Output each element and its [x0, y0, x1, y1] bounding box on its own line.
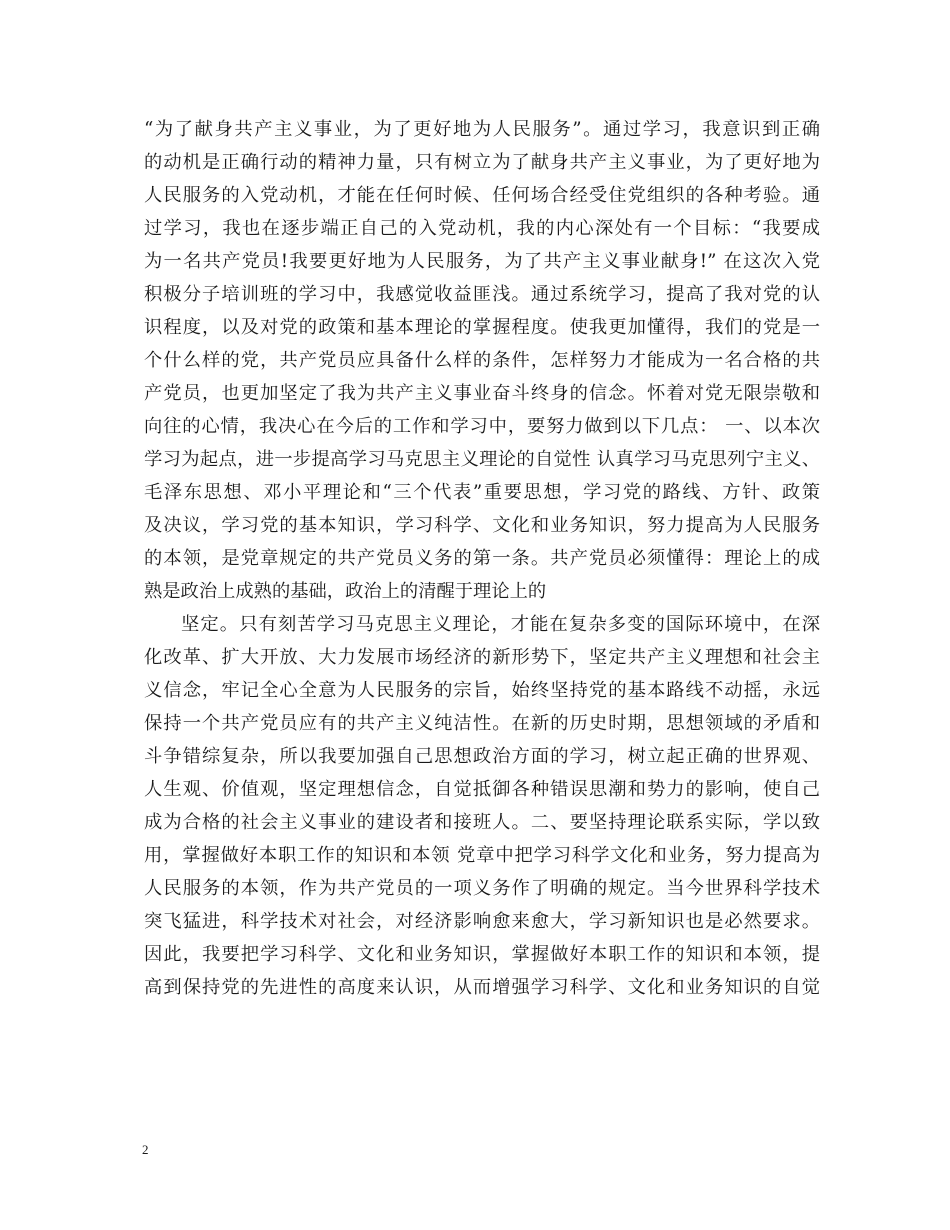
text-line: 突飞猛进，科学技术对社会，对经济影响愈来愈大，学习新知识也是必然要求。 [144, 911, 820, 932]
page-number: 2 [142, 1142, 149, 1157]
text-line: 义信念，牢记全心全意为人民服务的宗旨，始终坚持党的基本路线不动摇，永远 [144, 680, 820, 701]
text-line: 化改革、扩大开放、大力发展市场经济的新形势下，坚定共产主义理想和社会主 [144, 647, 820, 668]
text-line: 积极分子培训班的学习中，我感觉收益匪浅。通过系统学习，提高了我对党的认 [144, 284, 820, 305]
text-line: 斗争错综复杂，所以我要加强自己思想政治方面的学习，树立起正确的世界观、 [144, 746, 820, 767]
text-line: 过学习，我也在逐步端正自己的入党动机，我的内心深处有一个目标：“我要成 [144, 218, 820, 239]
text-line: 学习为起点，进一步提高学习马克思主义理论的自觉性 认真学习马克思列宁主义、 [144, 449, 820, 470]
text-line: 成为合格的社会主义事业的建设者和接班人。二、要坚持理论联系实际，学以致 [144, 812, 820, 833]
text-line: 坚定。只有刻苦学习马克思主义理论，才能在复杂多变的国际环境中，在深 [181, 614, 820, 635]
body-text [144, 113, 820, 1004]
text-line: 的本领，是党章规定的共产党员义务的第一条。共产党员必须懂得：理论上的成 [144, 548, 820, 569]
text-line: 个什么样的党，共产党员应具备什么样的条件，怎样努力才能成为一名合格的共 [144, 350, 820, 371]
text-line: 产党员，也更加坚定了我为共产主义事业奋斗终身的信念。怀着对党无限崇敬和 [144, 383, 820, 404]
text-line: 识程度，以及对党的政策和基本理论的掌握程度。使我更加懂得，我们的党是一 [144, 317, 820, 338]
text-line: 人民服务的入党动机，才能在任何时候、任何场合经受住党组织的各种考验。通 [144, 185, 820, 206]
text-line: “为了献身共产主义事业，为了更好地为人民服务”。通过学习，我意识到正确 [144, 119, 820, 140]
text-line: 因此，我要把学习科学、文化和业务知识，掌握做好本职工作的知识和本领，提 [144, 944, 820, 965]
text-line: 高到保持党的先进性的高度来认识，从而增强学习科学、文化和业务知识的自觉 [144, 977, 820, 998]
text-line: 保持一个共产党员应有的共产主义纯洁性。在新的历史时期，思想领域的矛盾和 [144, 713, 820, 734]
text-line: 熟是政治上成熟的基础，政治上的清醒于理论上的 [144, 581, 547, 602]
text-line: 向往的心情，我决心在今后的工作和学习中，要努力做到以下几点： 一、以本次 [144, 416, 820, 437]
text-line: 及决议，学习党的基本知识，学习科学、文化和业务知识，努力提高为人民服务 [144, 515, 820, 536]
text-line: 用，掌握做好本职工作的知识和本领 党章中把学习科学文化和业务，努力提高为 [144, 845, 820, 866]
text-line: 为一名共产党员!我要更好地为人民服务，为了共产主义事业献身!” 在这次入党 [144, 251, 820, 272]
text-line: 毛泽东思想、邓小平理论和“三个代表”重要思想，学习党的路线、方针、政策 [144, 482, 820, 503]
text-line: 人民服务的本领，作为共产党员的一项义务作了明确的规定。当今世界科学技术 [144, 878, 820, 899]
text-line: 人生观、价值观，坚定理想信念，自觉抵御各种错误思潮和势力的影响，使自己 [144, 779, 820, 800]
text-line: 的动机是正确行动的精神力量，只有树立为了献身共产主义事业，为了更好地为 [144, 152, 820, 173]
